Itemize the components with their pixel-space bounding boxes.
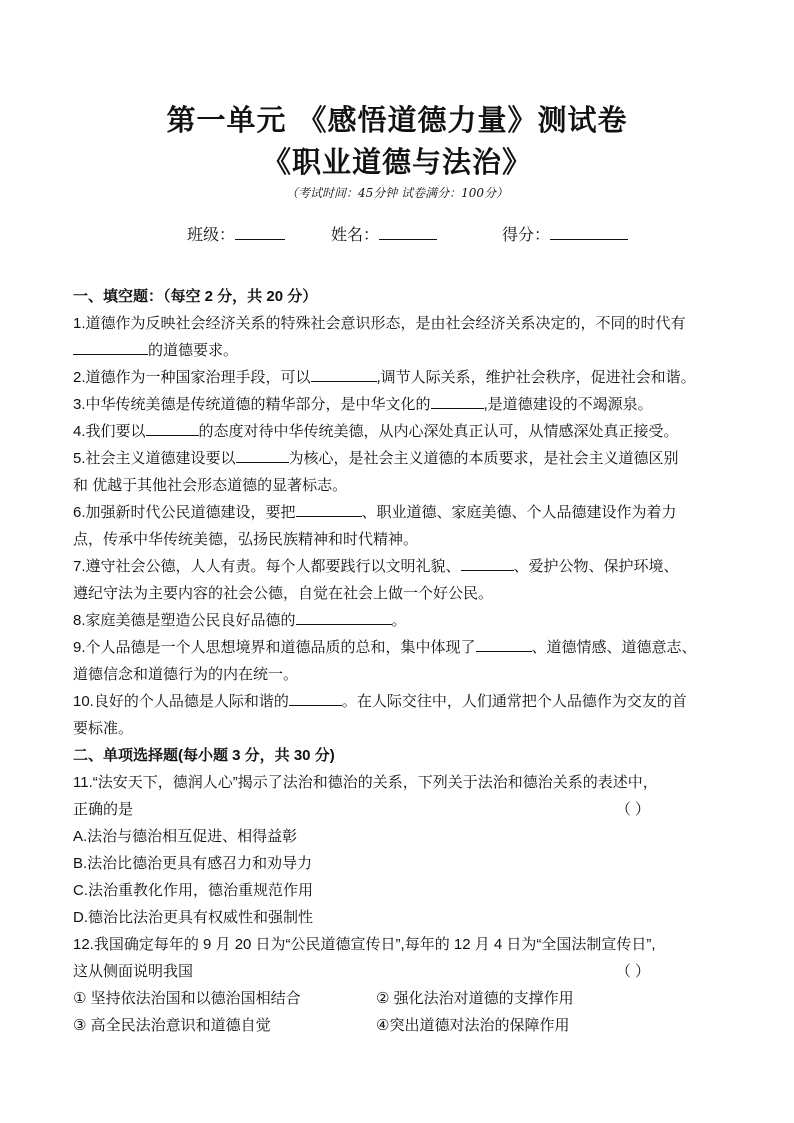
option-b[interactable]: B.法治比德治更具有感召力和劝导力 [73,855,313,872]
name-field [331,222,437,245]
answer-blank[interactable] [296,499,362,517]
option-c[interactable]: C.法治重教化作用，德治重规范作用 [73,882,314,899]
score-label: 得分： [502,227,551,244]
question-2: 2.道德作为一种国家治理手段，可以 ,调节人际关系，维护社会秩序，促进社会和谐。 [73,364,738,391]
score-field [502,222,628,245]
answer-blank[interactable] [236,445,289,463]
answer-blank[interactable] [289,688,342,706]
option-2[interactable]: ② 强化法治对道德的支撑作用 [376,990,574,1007]
section-2-heading: 二、单项选择题(每小题 3 分，共 30 分) [73,747,335,764]
answer-parentheses[interactable]: （ ） [615,801,650,818]
question-5: 5.社会主义道德建设要以 为核心，是社会主义道德的本质要求，是社会主义道德区别 [73,445,738,472]
answer-blank[interactable] [431,391,484,409]
option-4[interactable]: ④突出道德对法治的保障作用 [376,1017,570,1034]
option-a[interactable]: A.法治与德治相互促进、相得益彰 [73,828,298,845]
answer-blank[interactable] [146,418,199,436]
question-8: 8.家庭美德是塑造公民良好品德的 。 [73,607,738,634]
answer-parentheses[interactable]: （ ） [615,963,650,980]
exam-title: 第一单元 《感悟道德力量》测试卷 [166,103,628,137]
name-label: 姓名： [331,227,380,244]
option-row [73,1012,738,1039]
question-6: 6.加强新时代公民道德建设，要把 、职业道德、家庭美德、个人品德建设作为着力 [73,499,738,526]
question-3: 3.中华传统美德是传统道德的精华部分，是中华文化的 ,是道德建设的不竭源泉。 [73,391,738,418]
score-blank[interactable] [550,222,628,240]
student-info-row [0,222,794,246]
option-d[interactable]: D.德治比法治更具有权威性和强制性 [73,909,314,926]
question-12: 12.我国确定每年的 9 月 20 日为“公民道德宣传日”,每年的 12 月 4 日为“全国法制宣传日”, [73,936,656,953]
answer-blank[interactable] [73,337,148,355]
name-blank[interactable] [379,222,437,240]
question-11: 11.“法安天下，德润人心”揭示了法治和德治的关系，下列关于法治和德治关系的表述中， [73,774,658,791]
answer-blank[interactable] [296,607,392,625]
question-7: 7.遵守社会公德，人人有责。每个人都要践行以文明礼貌、 、爱护公物、保护环境、 [73,553,738,580]
exam-info: （考试时间：45分钟 试卷满分：100分） [286,186,508,200]
class-blank[interactable] [235,222,285,240]
answer-blank[interactable] [461,553,514,571]
subject-title: 《职业道德与法治》 [261,145,532,179]
question-4: 4.我们要以 的态度对待中华传统美德，从内心深处真正认可，从情感深处真正接受。 [73,418,738,445]
option-3[interactable]: ③ 高全民法治意识和道德自觉 [73,1017,271,1034]
question-10: 10.良好的个人品德是人际和谐的 。在人际交往中，人们通常把个人品德作为交友的首 [73,688,738,715]
exam-content: 一、填空题：（每空 2 分，共 20 分） 1.道德作为反映社会经济关系的特殊社会意识形态，是由社会经济关系决定的，不同的时代有 的道德要求。 2.道德作为一种国家治理手段，可以 ,调节人际关系，维护社会秩序，促进社会和谐。 3.中华传统美德是传统道德的精华部分，是中华文化的 ,是道德建设的不竭源泉。 4.我们要以 的态度对待中华传统美德，从内心深处真正认可，从情感深处真正接受。 5.社会主义道德建设要以 为核心，是社会主义道德的本质要求，是社会主义道德区别 和 优越于其他社会形态道德的显著标志。 6.加强新时代公民道德建设，要把 、职业道德、家庭美德、个人品德建设作为着力 点，传承中华传统美德，弘扬民族精神和时代精神。 7.遵守社会公德，人人有责。每个人都要践行以文明礼貌、 、爱护公物、保护环境、 遵纪守法为主要内容的社会公德，自觉在社会上做一个好公民。 8.家庭美德是塑造公民良好品德的 。 9.个人品德是一个人思想境界和道德品质的总和，集中体现了 、道德情感、道德意志、 道德信念和道德行为的内在统一。 10.良好的个人品德是人际和谐的 。在人际交往中，人们通常把个人品德作为交友的首 要标准。 二、单项选择题(每小题 3 分，共 30 分) 11.“法安天下，德润人心”揭示了法治和德治的关系，下列关于法治和德治关系的表述中， 正确的是 （ ） A.法治与德治相互促进、相得益彰 B.法治比德治更具有感召力和劝导力 C.法治重教化作用，德治重规范作用 D.德治比法治更具有权威性和强制性 12.我国确定每年的 9 月 20 日为“公民道德宣传日”,每年的 12 月 4 日为“全国法制宣传日”, 这从侧面说明我国 （ ） ① 坚持依法治国和以德治国相结合 ② 强化法治对道德的支撑作用 ③ 高全民法治意识和道德自觉 ④突出道德对法治的保障作用 [73,283,738,1039]
class-field [187,222,285,245]
answer-blank[interactable] [476,634,532,652]
question-1: 1.道德作为反映社会经济关系的特殊社会意识形态，是由社会经济关系决定的，不同的时代有 [73,315,686,332]
section-1-heading: 一、填空题：（每空 2 分，共 20 分） [73,288,318,305]
class-label: 班级： [187,227,236,244]
question-9: 9.个人品德是一个人思想境界和道德品质的总和，集中体现了 、道德情感、道德意志、 [73,634,738,661]
answer-blank[interactable] [311,364,377,382]
option-1[interactable]: ① 坚持依法治国和以德治国相结合 [73,990,301,1007]
option-row [73,985,738,1012]
